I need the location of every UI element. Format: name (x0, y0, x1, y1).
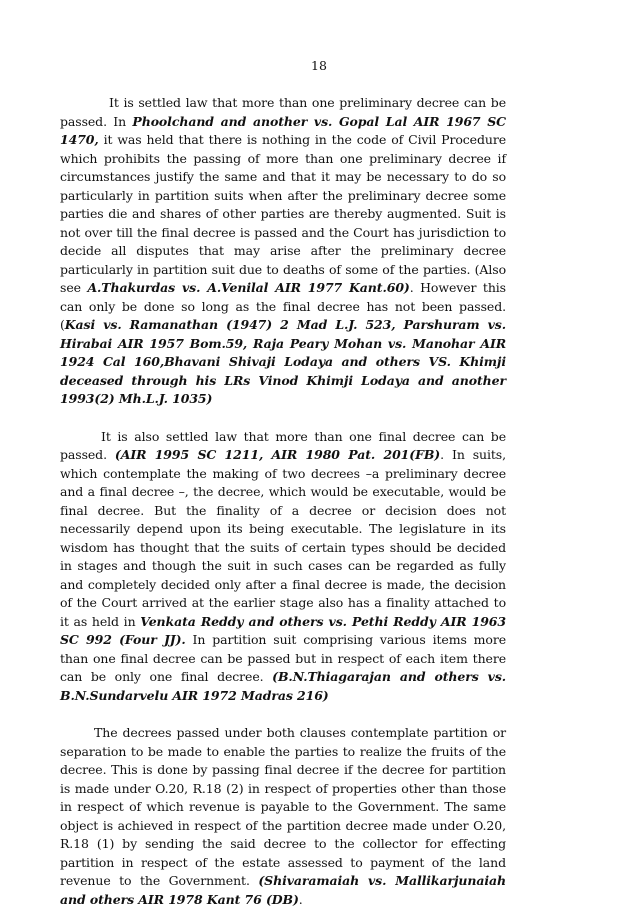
case-citation: (AIR 1995 SC 1211, AIR 1980 Pat. 201(FB) (114, 447, 441, 462)
text-segment: . In suits, which contemplate the making of two decrees –a preliminary decree and a final decree –, the decree, which would be executable, would be final decree. But the finality of a decree or decision does not necessarily depend upon its being executable. The legislature in its wisdom has thought that the suits of certain types should be decided in stages and though the suit in such cases can be regarded as fully and completely decided only after a final decree is made, the decision of the Court arrived at the earlier stage also has a finality attached to it as held in (60, 447, 506, 629)
case-citation: A.Thakurdas vs. A.Venilal AIR 1977 Kant.60) (87, 280, 410, 295)
page-number: 18 (311, 58, 327, 73)
body-text (60, 94, 506, 909)
text-segment: In partition suit comprising various items more than one final decree can be passed but in respect of each item there can be only one final decree. (60, 632, 506, 684)
text-segment: it was held that there is nothing in the code of Civil Procedure which prohibits the passing of more than one preliminary decree if circumstances justify the same and that it may be necessary to do so particularly in partition suits when after the preliminary decree some parties die and shares of other parties are thereby augmented. Suit is not over till the final decree is passed and the Court has jurisdiction to decide all disputes that may arise after the preliminary decree particularly in partition suit due to deaths of some of the parties. (Also see (60, 132, 506, 295)
case-citation: (Shivaramaiah vs. Mallikarjunaiah and others AIR 1978 Kant 76 (DB) (60, 873, 506, 907)
text-segment: . However this can only be done so long as the final decree has not been passed. ( (60, 280, 506, 332)
paragraph-preliminary-decree (60, 94, 506, 409)
paragraph-final-decree (60, 428, 506, 706)
paragraph-partition-clauses (60, 724, 506, 909)
case-citation: Venkata Reddy and others vs. Pethi Reddy AIR 1963 SC 992 (Four JJ). (60, 613, 506, 647)
text-segment: It is also settled law that more than one final decree can be passed. (60, 428, 506, 462)
case-citation: Phoolchand and another vs. Gopal Lal AIR 1967 SC 1470, (60, 113, 507, 147)
text-segment: . (298, 891, 303, 907)
case-citation: Kasi vs. Ramanathan (1947) 2 Mad L.J. 523, Parshuram vs. Hirabai AIR 1957 Bom.59, Raja Peary Mohan vs. Manohar AIR 1924 Cal 160,Bhavani Shivaji Lodaya and others VS. Khimji deceased through his LRs Vinod Khimji Lodaya and another 1993(2) Mh.L.J. 1035) (60, 317, 506, 406)
case-citation: (B.N.Thiagarajan and others vs. B.N.Sundarvelu AIR 1972 Madras 216) (60, 669, 507, 703)
text-segment: The decrees passed under both clauses contemplate partition or separation to be made to enable the parties to realize the fruits of the decree. This is done by passing final decree if the decree for partition is made under O.20, R.18 (2) in respect of properties other than those in respect of which revenue is payable to the Government. The same object is achieved in respect of the partition decree made under O.20, R.18 (1) by sending the said decree to the collector for effecting partition in respect of the estate assessed to payment of the land revenue to the Government. (60, 725, 506, 888)
text-segment: It is settled law that more than one preliminary decree can be passed. In (60, 95, 506, 129)
